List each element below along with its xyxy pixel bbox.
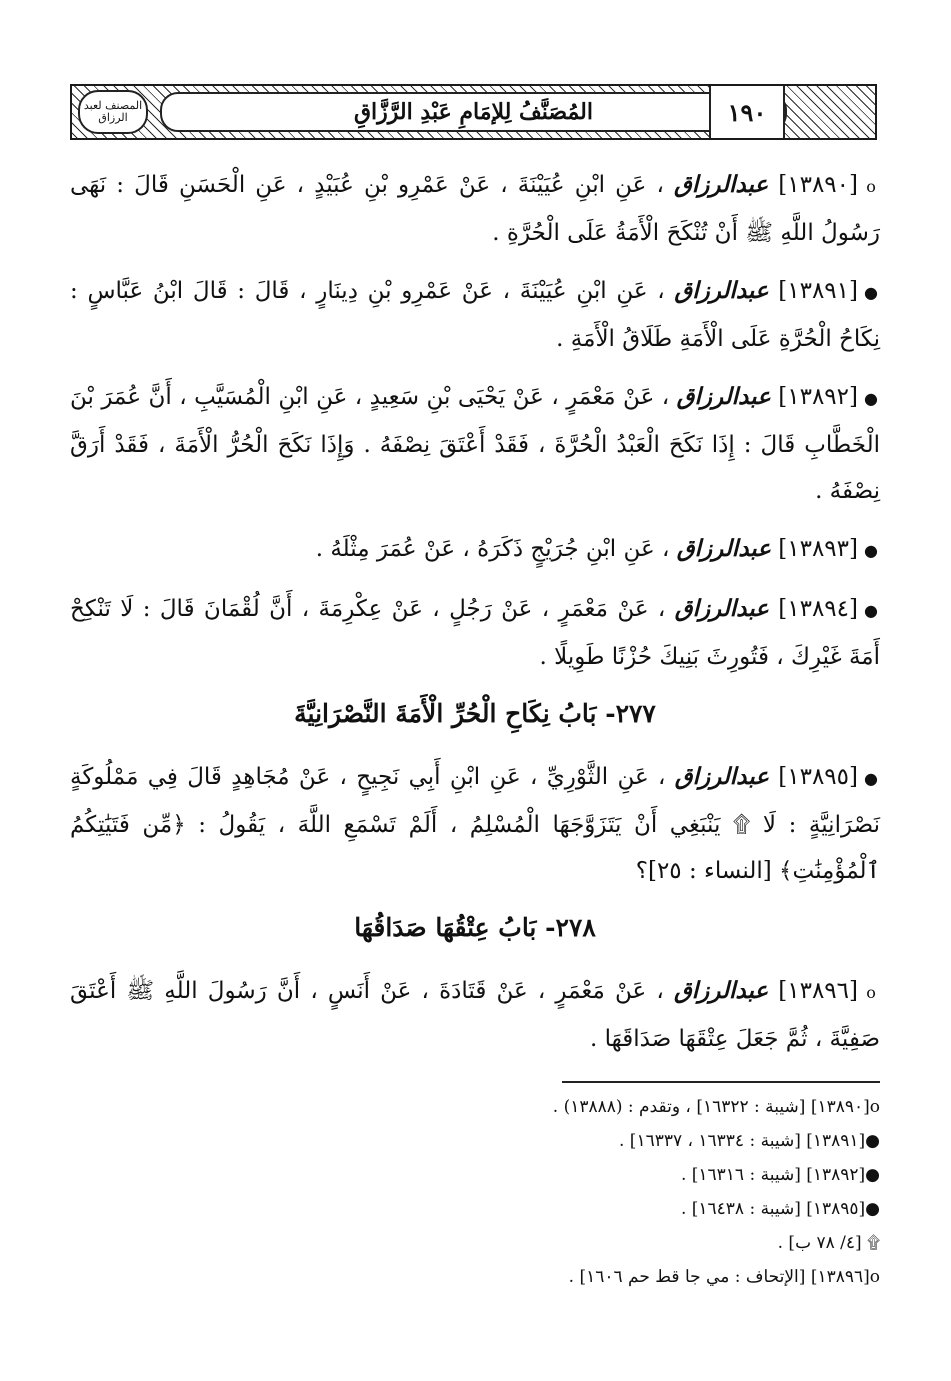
- narrator-name: عبدالرزاق: [674, 277, 769, 304]
- hadith-number: [١٣٨٩٥]: [778, 764, 858, 790]
- hadith-number: [١٣٨٩١]: [778, 278, 859, 304]
- header-title-panel: [160, 92, 787, 132]
- footnote-item: o[١٣٨٩٦] [الإتحاف : مي جا قط حم ١٦٠٦] .: [568, 1267, 880, 1287]
- footnote-item: ●[١٣٨٩٢] [شيبة : ١٦٣١٦] .: [680, 1165, 880, 1185]
- hadith-text: ، عَنِ ابْنِ جُرَيْجٍ ذَكَرَهُ ، عَنْ عُمَرَ مِثْلَهُ .: [315, 536, 670, 562]
- narrator-name: عبدالرزاق: [673, 977, 769, 1004]
- page-number: ١٩٠: [709, 86, 785, 138]
- bullet-marker: o: [866, 177, 876, 196]
- footnotes: [70, 1092, 880, 1296]
- hadith-number: [١٣٨٩٢]: [778, 384, 858, 410]
- chapter-heading-277: ٢٧٧- بَابُ نِكَاحِ الْحُرِّ الْأَمَةَ النَّصْرَانِيَّةَ: [294, 699, 656, 728]
- hadith-13894: [70, 586, 880, 680]
- bullet-marker: ●: [864, 601, 878, 620]
- footnote-item: ●[١٣٨٩٥] [شيبة : ١٦٤٣٨] .: [680, 1199, 880, 1219]
- ornament-left-text: المصنف لعبد الرزاق: [83, 99, 143, 124]
- hadith-number: [١٣٨٩٣]: [778, 536, 858, 562]
- hadith-13896: [70, 968, 880, 1062]
- bullet-marker: ●: [864, 283, 878, 302]
- hadith-number: [١٣٨٩٦]: [778, 978, 859, 1004]
- footnote-item: ۩ [٤/ ٧٨ ب] .: [777, 1233, 880, 1253]
- hadith-text: ، عَنْ مَعْمَرٍ ، عَنْ رَجُلٍ ، عَنْ عِكْرِمَةَ ، أَنَّ لُقْمَانَ قَالَ : لَا تَنْكِحْ أَمَةَ غَيْرِكَ ، فَتُورِثَ بَنِيكَ حُزْنًا طَوِيلًا .: [70, 596, 880, 670]
- footnote-item: o[١٣٨٩٠] [شيبة : ١٦٣٢٢] ، وتقدم : (١٣٨٨٨) .: [552, 1097, 880, 1117]
- bullet-marker: ●: [864, 769, 878, 788]
- narrator-name: عبدالرزاق: [676, 383, 771, 410]
- hadith-13895: [70, 754, 880, 894]
- narrator-name: عبدالرزاق: [674, 763, 769, 790]
- hadith-text: ، عَنْ مَعْمَرٍ ، عَنْ قَتَادَةَ ، عَنْ أَنَسٍ ، أَنَّ رَسُولَ اللَّهِ ﷺ أَعْتَقَ صَفِيَّةَ ، ثُمَّ جَعَلَ عِتْقَهَا صَدَاقَهَا .: [70, 978, 880, 1052]
- footnote-item: ●[١٣٨٩١] [شيبة : ١٦٣٣٤ ، ١٦٣٣٧] .: [618, 1131, 880, 1151]
- main-text: [70, 162, 880, 1074]
- hadith-13891: [70, 268, 880, 362]
- hadith-text: ، عَنْ مَعْمَرٍ ، عَنْ يَحْيَى بْنِ سَعِيدٍ ، عَنِ ابْنِ الْمُسَيَّبِ ، أَنَّ عُمَرَ بْنَ الْخَطَّابِ قَالَ : إِذَا نَكَحَ الْعَبْدُ الْحُرَّةَ ، فَقَدْ أَعْتَقَ نِصْفَهُ . وَإِذَا نَكَحَ الْحُرُّ الْأَمَةَ ، فَقَدْ أَرَقَّ نِصْفَهُ .: [70, 384, 880, 504]
- hadith-text: ، عَنِ ابْنِ عُيَيْنَةَ ، عَنْ عَمْرِو بْنِ دِينَارٍ ، قَالَ : قَالَ ابْنُ عَبَّاسٍ : نِكَاحُ الْحُرَّةِ عَلَى الْأَمَةِ طَلَاقُ الْأَمَةِ .: [70, 278, 880, 352]
- hadith-number: [١٣٨٩٤]: [778, 596, 859, 622]
- footnote-separator: [562, 1081, 880, 1083]
- book-title: المُصَنَّفُ لِلإمَامِ عَبْدِ الرَّزَّاقِ: [353, 99, 593, 125]
- narrator-name: عبدالرزاق: [674, 595, 769, 622]
- bullet-marker: ●: [864, 541, 878, 560]
- hadith-number: [١٣٨٩٠]: [778, 172, 859, 198]
- bullet-marker: o: [866, 983, 876, 1002]
- header-ornament-left: [78, 90, 148, 134]
- hadith-13892: [70, 374, 880, 514]
- narrator-name: عبدالرزاق: [673, 171, 769, 198]
- chapter-heading-278: ٢٧٨- بَابُ عِتْقُهَا صَدَاقُهَا: [354, 913, 596, 942]
- narrator-name: عبدالرزاق: [676, 535, 771, 562]
- hadith-text: ، عَنِ الثَّوْرِيِّ ، عَنِ ابْنِ أَبِي نَجِيحٍ ، عَنْ مُجَاهِدٍ قَالَ فِي مَمْلُوكَةٍ نَصْرَانِيَّةٍ : لَا ۩ يَنْبَغِي أَنْ يَتَزَوَّجَهَا الْمُسْلِمُ ، أَلَمْ تَسْمَعِ اللَّهَ ، يَقُولُ : ﴿مِّن فَتَيَٰتِكُمُ ٱلْمُؤْمِنَٰتِ﴾ [النساء : ٢٥]؟: [70, 764, 880, 884]
- hadith-13893: [70, 526, 880, 574]
- hadith-text: ، عَنِ ابْنِ عُيَيْنَةَ ، عَنْ عَمْرِو بْنِ عُبَيْدٍ ، عَنِ الْحَسَنِ قَالَ : نَهَى رَسُولُ اللَّهِ ﷺ أَنْ تُنْكَحَ الْأَمَةُ عَلَى الْحُرَّةِ .: [70, 172, 880, 246]
- hadith-13890: [70, 162, 880, 256]
- bullet-marker: ●: [864, 389, 878, 408]
- page-header: [70, 84, 877, 140]
